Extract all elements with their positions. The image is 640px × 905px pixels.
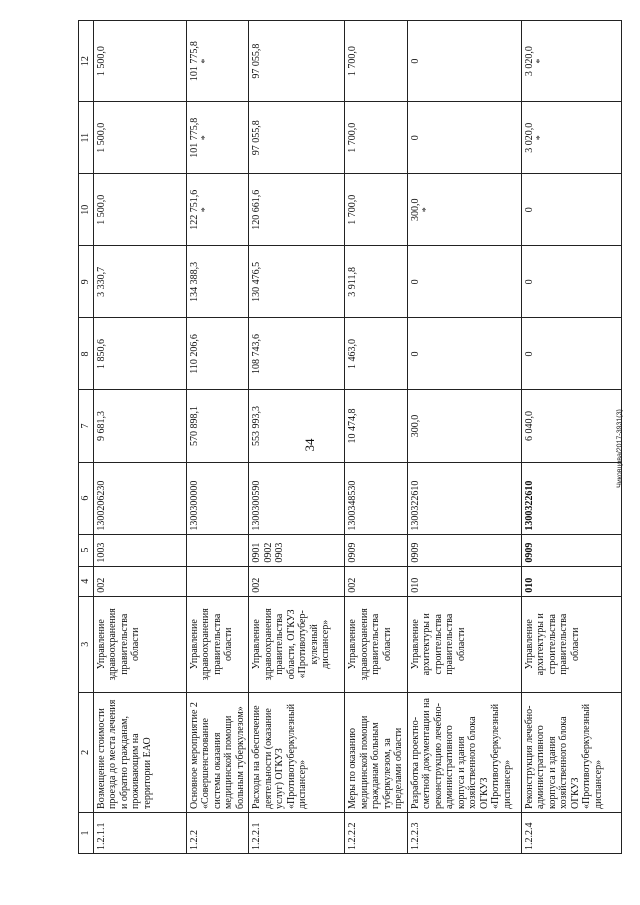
year5-amount: 1 500,0 [95, 46, 107, 77]
year4-value [407, 102, 521, 174]
year3-value [186, 174, 249, 246]
year5-value [345, 21, 408, 102]
year2-value: 3 330,7 [93, 246, 186, 318]
grbs-code: 010 [407, 566, 521, 596]
col-header: 4 [79, 566, 94, 596]
year5-value [186, 21, 249, 102]
year2-value: 3 911,8 [345, 246, 408, 318]
administrator: Управление здравоохранения правительства области [186, 596, 249, 692]
grbs-code [186, 566, 249, 596]
year2-value: 134 388,3 [186, 246, 249, 318]
year4-value [345, 102, 408, 174]
grbs-code: 002 [249, 566, 345, 596]
year3-amount: 300,0 [409, 198, 421, 222]
csr-code: 1300206230 [93, 462, 186, 534]
program-table [78, 20, 622, 854]
table-row [249, 21, 345, 854]
csr-code: 1300348530 [345, 462, 408, 534]
year4-amount: 1 700,0 [347, 122, 358, 153]
year3-amount: 0 [523, 207, 535, 213]
year5-amount: 3 020,0 [523, 46, 535, 77]
year5-amount: 101 775,8 [188, 41, 200, 82]
total-value: 6 040,0 [521, 390, 621, 462]
rzpr-code [93, 534, 186, 566]
year3-value [407, 174, 521, 246]
administrator: Управление здравоохранения правительства области [345, 596, 408, 692]
rzpr-code [345, 534, 408, 566]
year3-value [93, 174, 186, 246]
year3-amount: 122 751,6 [188, 189, 200, 230]
measure-name: Расходы на обеспечение деятельности (оказание услуг) ОГКУЗ «Противотуберкулезный диспансер» [249, 692, 345, 812]
rzpr-item: 0909 [523, 542, 535, 563]
administrator: Управление архитектуры и строительства правительства области [407, 596, 521, 692]
row-id: 1.2.1.1 [93, 812, 186, 853]
year5-value [249, 21, 345, 102]
rzpr-code [407, 534, 521, 566]
administrator: Управление здравоохранения правительства области [93, 596, 186, 692]
col-header: 6 [79, 462, 94, 534]
year5-amount: 0 [409, 58, 421, 64]
rotated-table-container [78, 20, 633, 854]
year2-value: 0 [407, 246, 521, 318]
year4-amount: 0 [409, 135, 421, 141]
year3-star: * [200, 207, 211, 213]
csr-code: 1300300590 [249, 462, 345, 534]
measure-name: Реконструкция лечебно-административного корпуса и здания хозяйственного блока ОГКУЗ «Противотуберкулезный диспансер» [521, 692, 621, 812]
year4-star: * [200, 135, 211, 141]
total-value: 9 681,3 [93, 390, 186, 462]
rzpr-code [186, 534, 249, 566]
grbs-code: 002 [345, 566, 408, 596]
measure-name: Меры по оказанию медицинской помощи гражданам больным туберкулезом, за пределами области [345, 692, 408, 812]
csr-code: 1300322610 [407, 462, 521, 534]
table-row [521, 21, 621, 854]
col-header: 9 [79, 246, 94, 318]
year1-value: 1 850,6 [93, 318, 186, 390]
page-number: 34 [302, 438, 317, 452]
year1-value: 0 [407, 318, 521, 390]
year5-value [407, 21, 521, 102]
col-header: 1 [79, 812, 94, 853]
rzpr-item: 0909 [409, 542, 421, 563]
col-header: 2 [79, 692, 94, 812]
year5-amount: 97 055,8 [251, 43, 262, 79]
row-id: 1.2.2 [186, 812, 249, 853]
grbs-code: 010 [521, 566, 621, 596]
rzpr-item: 0909 [347, 542, 358, 563]
row-id: 1.2.2.3 [407, 812, 521, 853]
rzpr-item: 0901 [251, 542, 262, 563]
year4-amount: 3 020,0 [523, 122, 535, 153]
grbs-code: 002 [93, 566, 186, 596]
rzpr-item: 1003 [95, 542, 107, 563]
year5-value [93, 21, 186, 102]
year5-amount: 1 700,0 [347, 46, 358, 77]
year1-value: 108 743,6 [249, 318, 345, 390]
col-header: 7 [79, 390, 94, 462]
table-row [407, 21, 521, 854]
year4-value [521, 102, 621, 174]
rzpr-item: 0902 [262, 542, 274, 563]
year3-value [249, 174, 345, 246]
year5-star: * [535, 58, 546, 64]
year4-amount: 97 055,8 [251, 120, 262, 156]
year4-value [249, 102, 345, 174]
year5-value [521, 21, 621, 102]
year5-star: * [200, 58, 211, 64]
table-row [93, 21, 186, 854]
rzpr-item: 0903 [274, 542, 285, 563]
year3-value [345, 174, 408, 246]
year4-star: * [535, 135, 546, 141]
footer-reference: Чиковцова/2017-3931(3) [616, 409, 624, 488]
col-header: 11 [79, 102, 94, 174]
col-header: 3 [79, 596, 94, 692]
col-header: 8 [79, 318, 94, 390]
table-row [345, 21, 408, 854]
total-value: 300,0 [407, 390, 521, 462]
year2-value: 130 476,5 [249, 246, 345, 318]
measure-name: Разработка проектно-сметной документации на реконструкцию лечебно-административного корпуса и здания хозяйственного блока ОГКУЗ «Противотуберкулезный диспансер» [407, 692, 521, 812]
year1-value: 0 [521, 318, 621, 390]
row-id: 1.2.2.1 [249, 812, 345, 853]
year3-star: * [421, 207, 432, 213]
year3-amount: 1 700,0 [347, 194, 358, 225]
measure-name: Возмещение стоимости проезда до места лечения и обратно гражданам, проживающим на территории ЕАО [93, 692, 186, 812]
col-header: 10 [79, 174, 94, 246]
csr-code: 1300300000 [186, 462, 249, 534]
administrator: Управление здравоохранения правительства области, ОГКУЗ «Противотубер- кулезный диспансер» [249, 596, 345, 692]
row-id: 1.2.2.4 [521, 812, 621, 853]
year3-value [521, 174, 621, 246]
year4-amount: 101 775,8 [188, 117, 200, 158]
year4-value [93, 102, 186, 174]
year4-value [186, 102, 249, 174]
year1-value: 110 206,6 [186, 318, 249, 390]
rzpr-code [521, 534, 621, 566]
total-value: 553 993,3 [249, 390, 345, 462]
csr-code: 1300322610 [521, 462, 621, 534]
col-header: 12 [79, 21, 94, 102]
total-value: 10 474,8 [345, 390, 408, 462]
rzpr-code [249, 534, 345, 566]
header-row [79, 21, 94, 854]
total-value: 570 898,1 [186, 390, 249, 462]
year3-amount: 1 500,0 [95, 194, 107, 225]
row-id: 1.2.2.2 [345, 812, 408, 853]
col-header: 5 [79, 534, 94, 566]
measure-name: Основное мероприятие 2 «Совершенствование системы оказания медицинской помощи больным туберкулезом» [186, 692, 249, 812]
year1-value: 1 463,0 [345, 318, 408, 390]
table-row [186, 21, 249, 854]
year4-amount: 1 500,0 [95, 122, 107, 153]
administrator: Управление архитектуры и строительства правительства области [521, 596, 621, 692]
year2-value: 0 [521, 246, 621, 318]
year3-amount: 120 661,6 [251, 189, 262, 230]
